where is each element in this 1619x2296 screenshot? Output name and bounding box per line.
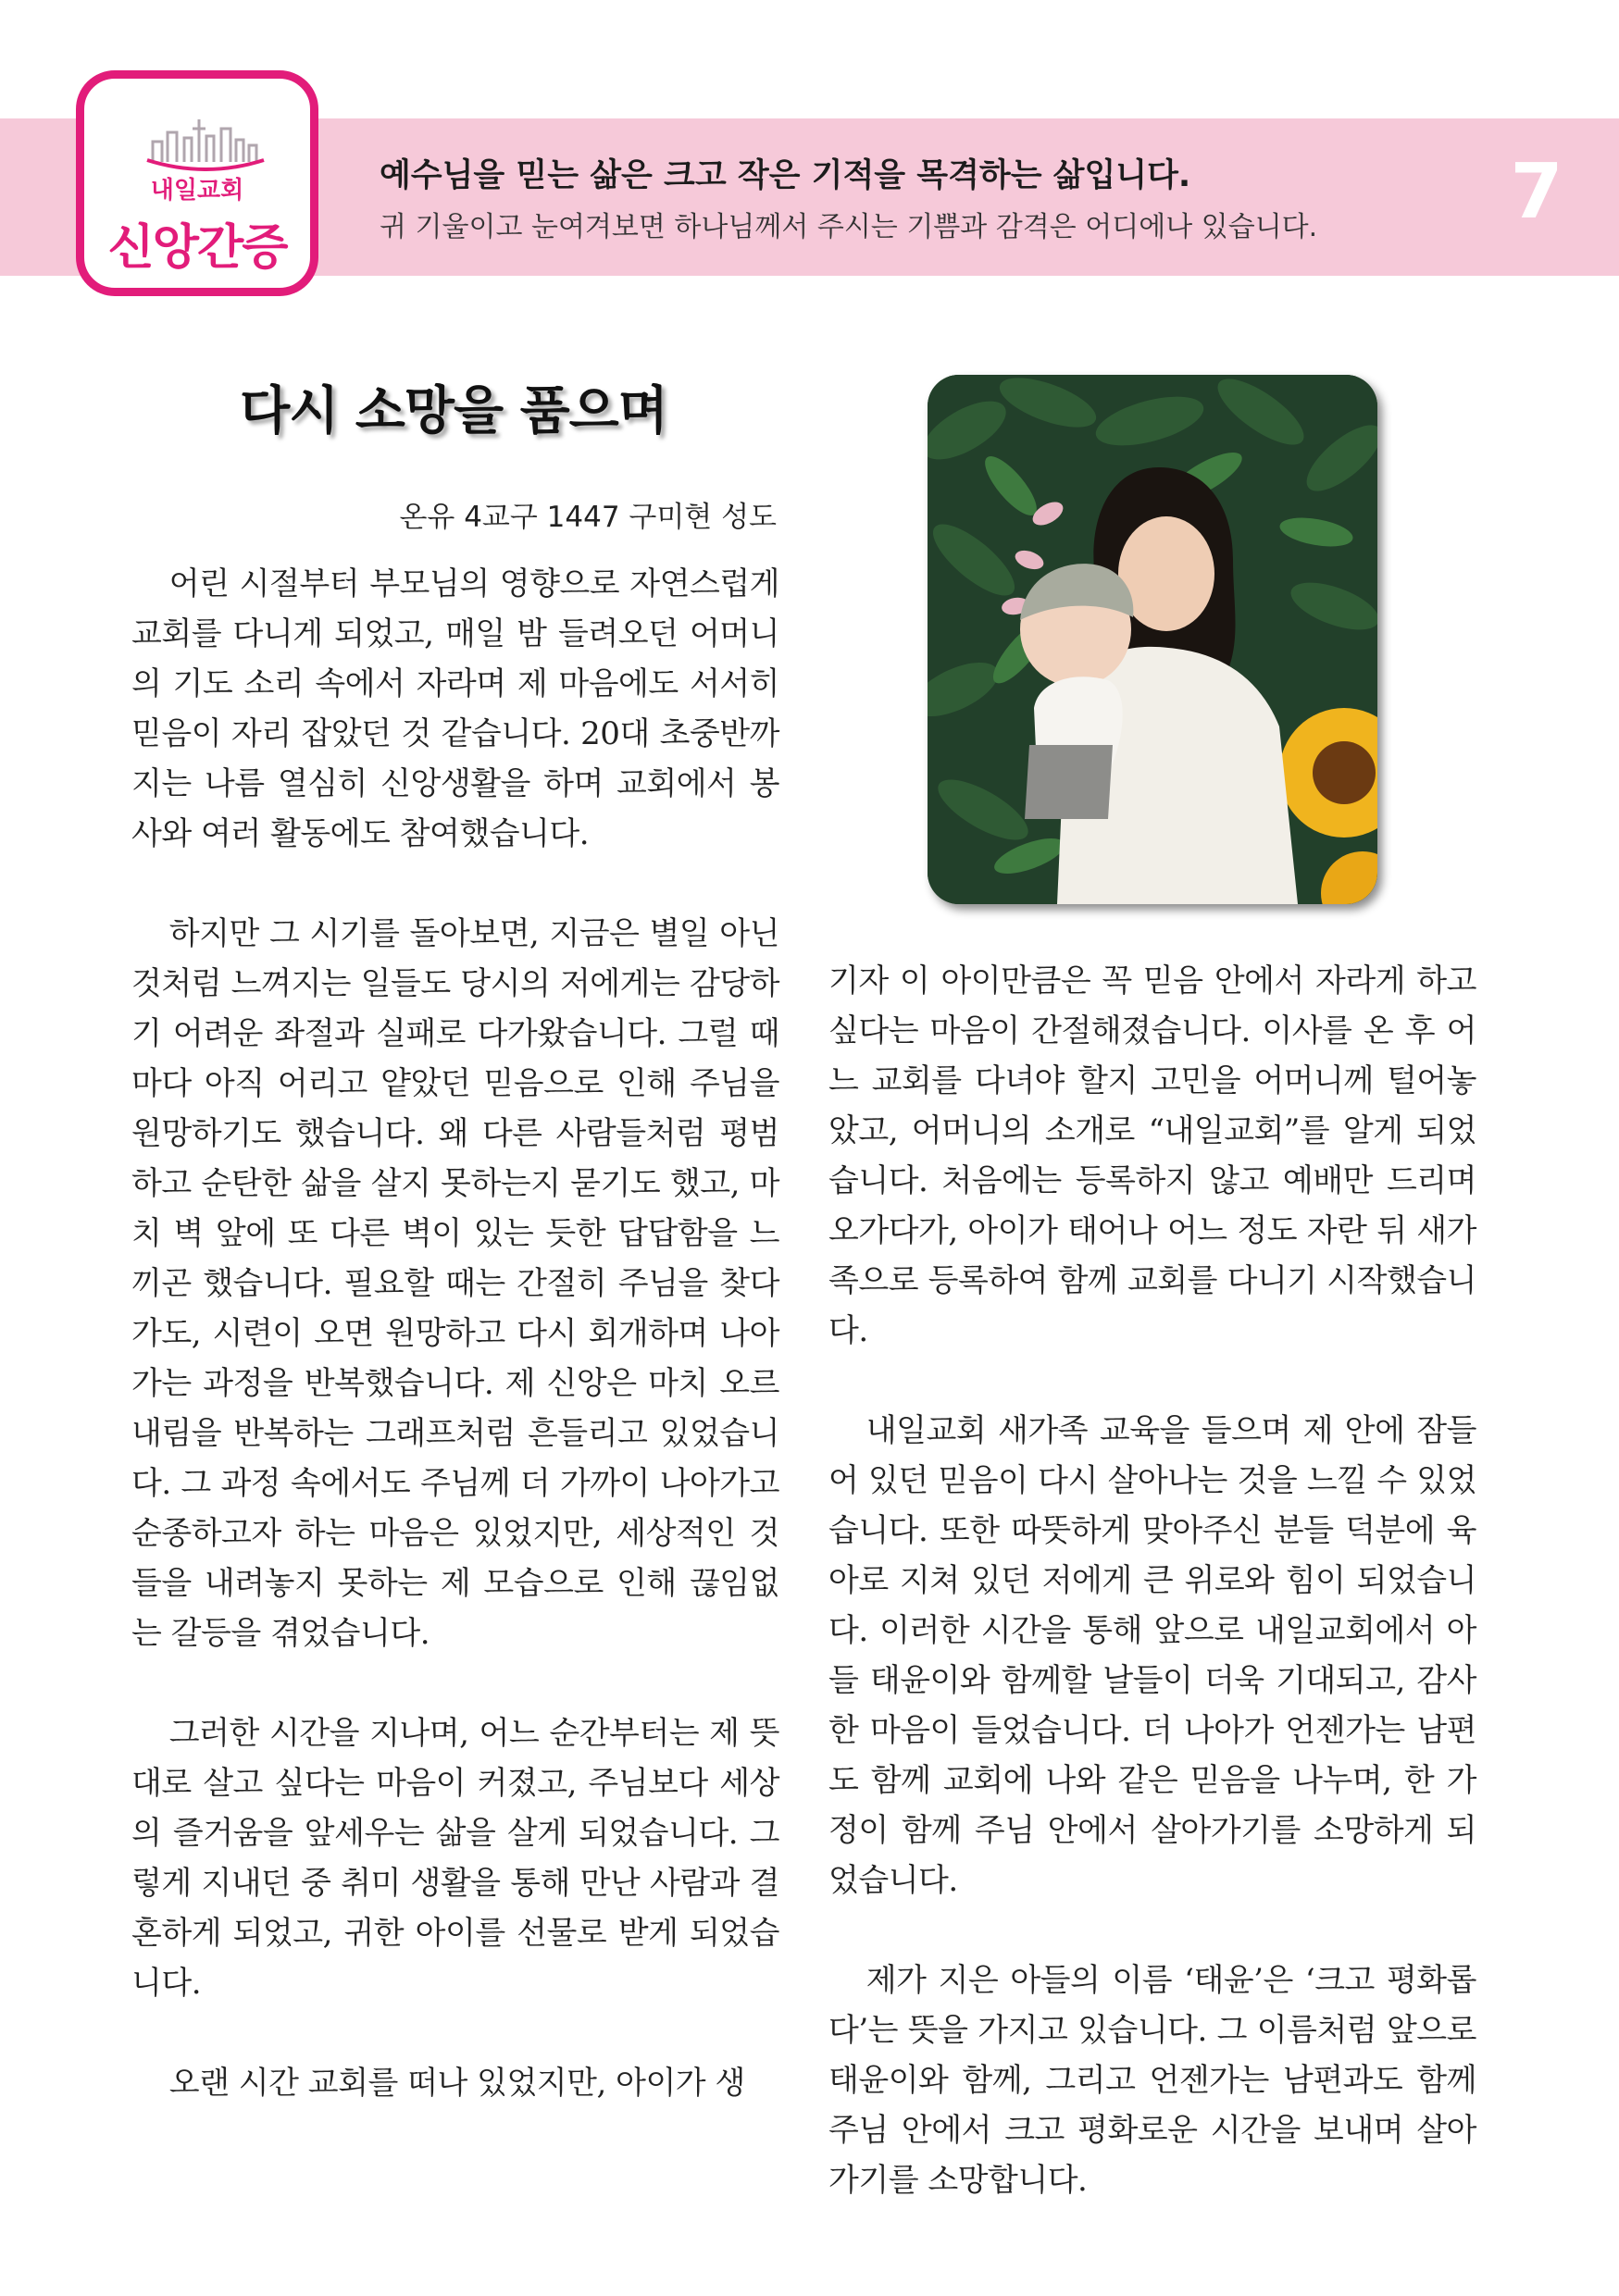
article-author: 온유 4교구 1447 구미현 성도 bbox=[399, 501, 777, 534]
article-column-left bbox=[131, 559, 779, 2158]
paragraph: 그러한 시간을 지나며, 어느 순간부터는 제 뜻대로 살고 싶다는 마음이 커졌고, 주님보다 세상의 즐거움을 앞세우는 삶을 살게 되었습니다. 그렇게 지내던 중 취미 생활을 통해 만난 사람과 결혼하게 되었고, 귀한 아이를 선물로 받게 되었습니다. bbox=[131, 1715, 779, 2002]
paragraph: 오랜 시간 교회를 떠나 있었지만, 아이가 생 bbox=[168, 2065, 745, 2102]
article-title: 다시 소망을 품으며 bbox=[240, 381, 667, 441]
paragraph: 기자 이 아이만큼은 꼭 믿음 안에서 자라게 하고 싶다는 마음이 간절해졌습니다. 이사를 온 후 어느 교회를 다녀야 할지 고민을 어머니께 털어놓았고, 어머니의 소개로 “내일교회”를 알게 되었습니다. 처음에는 등록하지 않고 예배만 드리며 오가다가, 아이가 태어나 어느 정도 자란 뒤 새가족으로 등록하여 함께 교회를 다니기 시작했습니다. bbox=[828, 962, 1476, 1349]
paragraph: 하지만 그 시기를 돌아보면, 지금은 별일 아닌 것처럼 느껴지는 일들도 당시의 저에게는 감당하기 어려운 좌절과 실패로 다가왔습니다. 그럴 때마다 아직 어리고 얕았던 믿음으로 인해 주님을 원망하기도 했습니다. 왜 다른 사람들처럼 평범하고 순탄한 삶을 살지 못하는지 묻기도 했고, 마치 벽 앞에 또 다른 벽이 있는 듯한 답답함을 느끼곤 했습니다. 필요할 때는 간절히 주님을 찾다가도, 시련이 오면 원망하고 다시 회개하며 나아가는 과정을 반복했습니다. 제 신앙은 마치 오르내림을 반복하는 그래프처럼 흔들리고 있었습니다. 그 과정 속에서도 주님께 더 가까이 나아가고 순종하고자 하는 마음은 있었지만, 세상적인 것들을 내려놓지 못하는 제 모습으로 인해 끊임없는 갈등을 겪었습니다. bbox=[131, 915, 779, 1652]
mother-and-baby-photo bbox=[928, 375, 1377, 904]
logo-name: 내일교회 bbox=[150, 177, 244, 205]
paragraph: 내일교회 새가족 교육을 들으며 제 안에 잠들어 있던 믿음이 다시 살아나는 것을 느낄 수 있었습니다. 또한 따뜻하게 맞아주신 분들 덕분에 육아로 지쳐 있던 저에게 큰 위로와 힘이 되었습니다. 이러한 시간을 통해 앞으로 내일교회에서 아들 태윤이와 함께할 날들이 더욱 기대되고, 감사한 마음이 들었습니다. 더 나아가 언젠가는 남편도 함께 교회에 나와 같은 믿음을 나누며, 한 가정이 함께 주님 안에서 살아가기를 소망하게 되었습니다. bbox=[828, 1412, 1476, 1899]
paragraph: 어린 시절부터 부모님의 영향으로 자연스럽게 교회를 다니게 되었고, 매일 밤 들려오던 어머니의 기도 소리 속에서 자라며 제 마음에도 서서히 믿음이 자리 잡았던 것 같습니다. 20대 초중반까지는 나름 열심히 신앙생활을 하며 교회에서 봉사와 여러 활동에도 참여했습니다. bbox=[131, 565, 779, 852]
header-subtagline: 귀 기울이고 눈여겨보면 하나님께서 주시는 기쁨과 감격은 어디에나 있습니다. bbox=[380, 211, 1318, 243]
paragraph: 제가 지은 아들의 이름 ‘태윤’은 ‘크고 평화롭다’는 뜻을 가지고 있습니다. 그 이름처럼 앞으로 태윤이와 함께, 그리고 언젠가는 남편과도 함께 주님 안에서 크고 평화로운 시간을 보내며 살아가기를 소망합니다. bbox=[828, 1962, 1476, 2199]
page-number: 7 bbox=[1510, 148, 1563, 236]
article-column-right bbox=[828, 956, 1476, 2255]
section-badge bbox=[76, 70, 318, 296]
section-title: 신앙간증 bbox=[107, 220, 287, 276]
church-logo-icon bbox=[145, 114, 266, 171]
header-tagline: 예수님을 믿는 삶은 크고 작은 기적을 목격하는 삶입니다. bbox=[380, 157, 1191, 194]
